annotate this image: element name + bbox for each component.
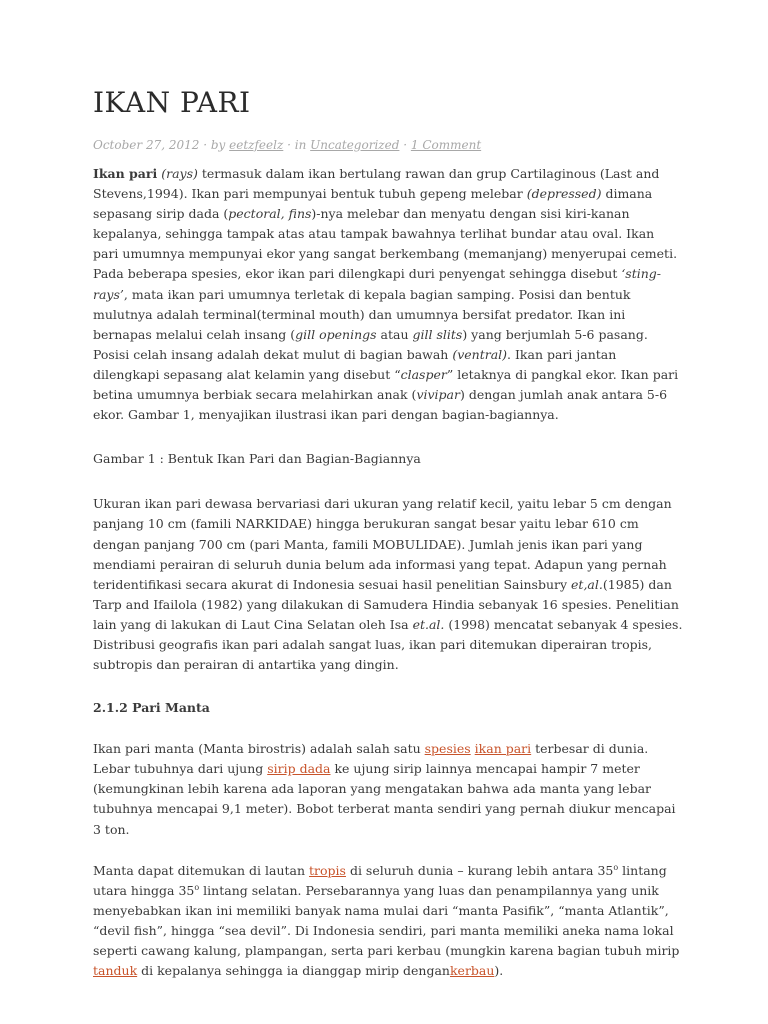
text-span: lintang utara hingga 35 [93, 862, 667, 898]
text-span: (1985) dan Tarp and Ifailola (1982) yang dilakukan di Samudera Hindia sebanyak 16 spesies. Penelitian lain yang di lakukan di Laut Cina Selatan oleh Isa [93, 576, 679, 632]
text-span: . Ikan pari jantan dilengkapi sepasang alat kelamin yang disebut “ [93, 346, 617, 382]
post-date: October 27, 2012 [93, 138, 200, 152]
link-tanduk[interactable]: tanduk [93, 963, 138, 979]
term-gill-openings: gill openings [295, 326, 377, 342]
term-vivipar: vivipar [416, 387, 460, 403]
text-span: lintang selatan. Persebarannya yang luas dan penampilannya yang unik menyebabkan ikan ini memiliki banyak nama mulai dari “manta Pasifik”, “manta Atlantik”, “devil fish”, hingga “sea devil”. Di Indonesia sendiri, pari manta memiliki aneka nama lokal seperti cawang kalung, plampangan, serta pari kerbau (mungkin karena bagian tubuh mirip [93, 882, 680, 958]
text-span: di kepalanya sehingga ia dianggap mirip dengan [137, 963, 450, 979]
post-title: IKAN PARI [93, 86, 251, 119]
term-clasper: clasper [400, 366, 447, 382]
text-span: dimana sepasang sirip dada ( [93, 186, 653, 222]
link-tropis[interactable]: tropis [309, 862, 346, 878]
post-content [93, 86, 683, 981]
text-span: atau [376, 326, 413, 342]
text-span: termasuk dalam ikan bertulang rawan dan grup Cartilaginous (Last and Stevens,1994). Ikan pari mempunyai bentuk tubuh gepeng melebar [93, 166, 660, 202]
text-span: (1998) mencatat sebanyak 4 spesies. Distribusi geografis ikan pari adalah sangat luas, ikan pari ditemukan diperairan tropis, subtropis dan perairan di antartika yang dingin. [93, 616, 683, 673]
section-heading: 2.1.2 Pari Manta [93, 700, 210, 716]
link-spesies[interactable]: spesies [424, 741, 471, 757]
comments-link[interactable]: 1 Comment [410, 138, 482, 152]
term-depressed: (depressed) [526, 186, 602, 202]
term-ikan-pari: Ikan pari [93, 166, 158, 181]
meta-separator: · [403, 138, 408, 152]
term-rays: (rays) [161, 166, 198, 181]
meta-in-text: · in [287, 138, 307, 152]
category-link[interactable]: Uncategorized [310, 138, 400, 152]
text-span: ) dengan jumlah anak antara 5-6 ekor. Gambar 1, menyajikan ilustrasi ikan pari dengan bagian-bagiannya. [93, 387, 668, 423]
meta-by-text: · by [203, 138, 226, 152]
term-et-al: et.al. [412, 616, 445, 632]
text-span: ke ujung sirip lainnya mencapai hampir 7 meter (kemungkinan lebih karena ada laporan yang mengatakan bahwa ada manta yang lebar tubuhnya mencapai 9,1 meter). Bobot terberat manta sendiri yang pernah diukur mencapai 3 ton. [93, 761, 676, 837]
degree-mark: o [613, 862, 619, 872]
paragraph-manta [93, 739, 683, 839]
text-span: Ikan pari manta (Manta birostris) adalah salah satu [93, 741, 425, 757]
link-sirip-dada[interactable]: sirip dada [267, 761, 331, 777]
text-span: di seluruh dunia – kurang lebih antara 35 [345, 862, 614, 878]
text-span: ) yang berjumlah 5-6 pasang. Posisi celah insang adalah dekat mulut di bagian bawah [93, 326, 648, 362]
text-span: Manta dapat ditemukan di lautan [93, 862, 310, 878]
text-span: )-nya melebar dan menyatu dengan sisi kiri-kanan kepalanya, sehingga tampak atas atau tampak bawahnya terlihat bundar atau oval. Ikan pari umumnya mempunyai ekor yang sangat berkembang (memanjang) menyerupai cemeti. Pada beberapa spesies, ekor ikan pari dilengkapi duri penyengat sehingga disebut [93, 206, 678, 282]
term-ventral: (ventral) [452, 346, 508, 362]
term-pectoral-fins: pectoral, fins [228, 206, 312, 222]
paragraph-distribution [93, 861, 683, 982]
text-span: ). [494, 963, 504, 979]
link-ikan-pari[interactable]: ikan pari [474, 741, 532, 757]
author-link[interactable]: eetzfeelz [229, 138, 284, 152]
text-span: Ukuran ikan pari dewasa bervariasi dari ukuran yang relatif kecil, yaitu lebar 5 cm dengan panjang 10 cm (famili NARKIDAE) hingga berukuran sangat besar yaitu lebar 610 cm dengan panjang 700 cm (pari Manta, famili MOBULIDAE). Jumlah jenis ikan pari yang mendiami perairan di seluruh dunia belum ada informasi yang tepat. Adapun yang pernah teridentifikasi secara akurat di Indonesia sesuai hasil penelitian Sainsbury [93, 496, 672, 592]
degree-mark: o [194, 882, 200, 892]
term-et-al: et,al. [571, 576, 603, 592]
text-span: ” letaknya di pangkal ekor. Ikan pari betina umumnya berbiak secara melahirkan anak ( [93, 366, 679, 403]
link-kerbau[interactable]: kerbau [449, 963, 495, 979]
term-sting-rays: ‘sting-rays’ [93, 266, 662, 302]
paragraph-intro [93, 164, 683, 425]
text-span: , mata ikan pari umumnya terletak di kepala bagian samping. Posisi dan bentuk mulutnya adalah terminal(terminal mouth) dan umumnya bersifat predator. Ikan ini bernapas melalui celah insang ( [93, 286, 631, 342]
term-gill-slits: gill slits [412, 326, 463, 342]
paragraph-size [93, 494, 683, 675]
text-span: terbesar di dunia. Lebar tubuhnya dari ujung [93, 741, 649, 777]
post-meta [93, 138, 683, 152]
figure-caption: Gambar 1 : Bentuk Ikan Pari dan Bagian-Bagiannya [93, 451, 421, 467]
